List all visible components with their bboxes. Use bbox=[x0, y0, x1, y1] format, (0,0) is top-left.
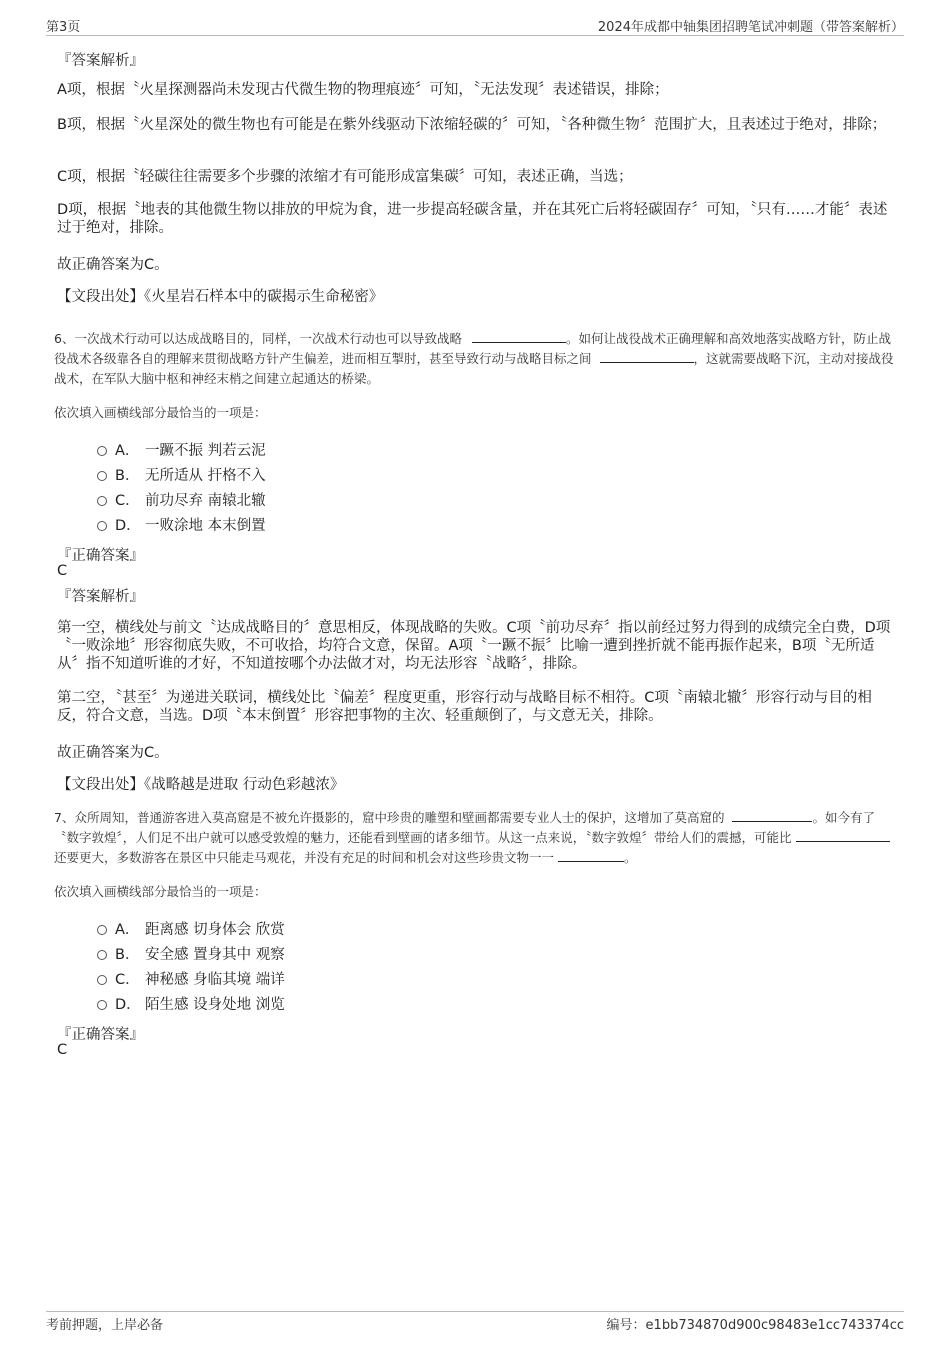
analysis-item-b: B项，根据〝火星深处的微生物也有可能是在紫外线驱动下浓缩轻碳的〞可知，〝各种微生物〞范围扩大，且表述过于绝对，排除； bbox=[57, 117, 887, 133]
option-text: 距离感 切身体会 欣赏 bbox=[145, 921, 285, 938]
option-letter: B． bbox=[115, 946, 140, 963]
footer-divider bbox=[46, 1311, 904, 1312]
option-text: 前功尽弃 南辕北辙 bbox=[145, 492, 266, 509]
radio-icon[interactable] bbox=[97, 471, 107, 481]
option-text: 安全感 置身其中 观察 bbox=[145, 946, 285, 963]
option-text: 一败涂地 本末倒置 bbox=[145, 517, 266, 534]
question-6-blank-1 bbox=[472, 331, 566, 343]
option-letter: B． bbox=[115, 467, 140, 484]
question-6-text-c: ，这就需要战略下沉，主动对接战役战术，在军队大脑中枢和神经末梢之间建立起通达的桥梁。 bbox=[54, 351, 894, 386]
option-text: 陌生感 设身处地 浏览 bbox=[145, 996, 285, 1013]
option-text: 一蹶不振 判若云泥 bbox=[145, 442, 266, 459]
analysis-item-a: A项，根据〝火星探测器尚未发现古代微生物的物理痕迹〞可知，〝无法发现〞表述错误，排除； bbox=[57, 82, 669, 98]
footer-slogan: 考前押题，上岸必备 bbox=[46, 1318, 164, 1333]
answer-q7: C bbox=[57, 1042, 68, 1058]
radio-icon[interactable] bbox=[97, 925, 107, 935]
analysis-item-d: D项，根据〝地表的其他微生物以排放的甲烷为食，进一步提高轻碳含量，并在其死亡后将轻碳固存〞可知，〝只有……才能〞表述过于绝对，排除。 bbox=[57, 202, 888, 236]
answer-label-q6: 『正确答案』 bbox=[57, 548, 144, 564]
radio-icon[interactable] bbox=[97, 950, 107, 960]
analysis-item-c: C项，根据〝轻碳往往需要多个步骤的浓缩才有可能形成富集碳〞可知，表述正确，当选； bbox=[57, 169, 633, 185]
q7-option-b[interactable] bbox=[97, 943, 285, 963]
q6-option-c[interactable] bbox=[97, 489, 266, 509]
question-7-stem bbox=[54, 808, 897, 868]
question-7-blank-1 bbox=[732, 810, 812, 822]
question-7-blank-2 bbox=[796, 830, 890, 842]
option-text: 神秘感 身临其境 端详 bbox=[145, 971, 285, 988]
option-letter: D． bbox=[115, 517, 141, 534]
option-letter: D． bbox=[115, 996, 141, 1013]
question-6-text-b: 。如何让战役战术正确理解和高效地落实战略方针，防止战役战术各级靠各自的理解来贯彻战略方针产生偏差，进而相互掣肘，甚至导致行动与战略目标之间 bbox=[54, 331, 891, 366]
q6-option-d[interactable] bbox=[97, 514, 266, 534]
analysis-q6-blank-2: 第二空，〝甚至〞为递进关联词，横线处比〝偏差〞程度更重，形容行动与战略目标不相符。C项〝南辕北辙〞形容行动与目的相反，符合文意，当选。D项〝本末倒置〞形容把事物的主次、轻重颠倒了，与文意无关，排除。 bbox=[57, 690, 872, 724]
conclusion-q6: 故正确答案为C。 bbox=[57, 745, 169, 761]
q7-option-c[interactable] bbox=[97, 968, 285, 988]
option-letter: C． bbox=[115, 971, 140, 988]
question-6-text-a: 6、一次战术行动可以达成战略目的，同样，一次战术行动也可以导致战略 bbox=[54, 331, 462, 346]
source-q5: 【文段出处】《火星岩石样本中的碳揭示生命秘密》 bbox=[57, 289, 384, 305]
question-6-blank-2 bbox=[600, 351, 694, 363]
radio-icon[interactable] bbox=[97, 521, 107, 531]
source-q6: 【文段出处】《战略越是进取 行动色彩越浓》 bbox=[57, 777, 345, 793]
analysis-q6-blank-1: 第一空，横线处与前文〝达成战略目的〞意思相反，体现战略的失败。C项〝前功尽弃〞指以前经过努力得到的成绩完全白费，D项〝一败涂地〞形容彻底失败，不可收拾，均符合文意，保留。A项〝一蹶不振〞比喻一遭到挫折就不能再振作起来，B项〝无所适从〞指不知道听谁的才好，不知道按哪个办法做才对，均无法形容〝战略〞，排除。 bbox=[57, 620, 891, 672]
conclusion-q5: 故正确答案为C。 bbox=[57, 257, 169, 273]
question-7-text-a: 7、众所周知，普通游客进入莫高窟是不被允许摄影的，窟中珍贵的雕塑和壁画都需要专业人士的保护，这增加了莫高窟的 bbox=[54, 810, 725, 825]
radio-icon[interactable] bbox=[97, 496, 107, 506]
option-text: 无所适从 扞格不入 bbox=[145, 467, 266, 484]
page-footer bbox=[46, 1314, 904, 1332]
question-6-stem bbox=[54, 329, 897, 389]
page-header bbox=[46, 16, 904, 34]
radio-icon[interactable] bbox=[97, 446, 107, 456]
question-7-text-b: 。如今有了〝数字敦煌〞，人们足不出户就可以感受敦煌的魅力，还能看到壁画的诸多细节。从这一点来说，〝数字敦煌〞带给人们的震撼，可能比 bbox=[54, 810, 875, 845]
document-title: 2024年成都中轴集团招聘笔试冲刺题（带答案解析） bbox=[597, 20, 904, 35]
question-7-blank-3 bbox=[558, 850, 624, 862]
q6-option-b[interactable] bbox=[97, 464, 266, 484]
analysis-label-q6: 『答案解析』 bbox=[57, 589, 144, 605]
radio-icon[interactable] bbox=[97, 1000, 107, 1010]
q7-option-a[interactable] bbox=[97, 918, 285, 938]
option-letter: A． bbox=[115, 921, 140, 938]
question-7-text-c: 还要更大，多数游客在景区中只能走马观花，并没有充足的时间和机会对这些珍贵文物一一 bbox=[54, 850, 555, 865]
document-id: 编号：e1bb734870d900c98483e1cc743374cc bbox=[606, 1318, 904, 1333]
radio-icon[interactable] bbox=[97, 975, 107, 985]
option-letter: A． bbox=[115, 442, 140, 459]
q6-option-a[interactable] bbox=[97, 439, 266, 459]
q7-option-d[interactable] bbox=[97, 993, 285, 1013]
analysis-label-q5: 『答案解析』 bbox=[57, 53, 144, 69]
option-letter: C． bbox=[115, 492, 140, 509]
question-7-text-d: 。 bbox=[624, 850, 637, 865]
question-6-instruction: 依次填入画横线部分最恰当的一项是： bbox=[54, 405, 267, 420]
answer-q6: C bbox=[57, 563, 68, 579]
page-number: 第3页 bbox=[46, 20, 81, 35]
answer-label-q7: 『正确答案』 bbox=[57, 1027, 144, 1043]
question-7-instruction: 依次填入画横线部分最恰当的一项是： bbox=[54, 884, 267, 899]
header-divider bbox=[46, 35, 904, 36]
